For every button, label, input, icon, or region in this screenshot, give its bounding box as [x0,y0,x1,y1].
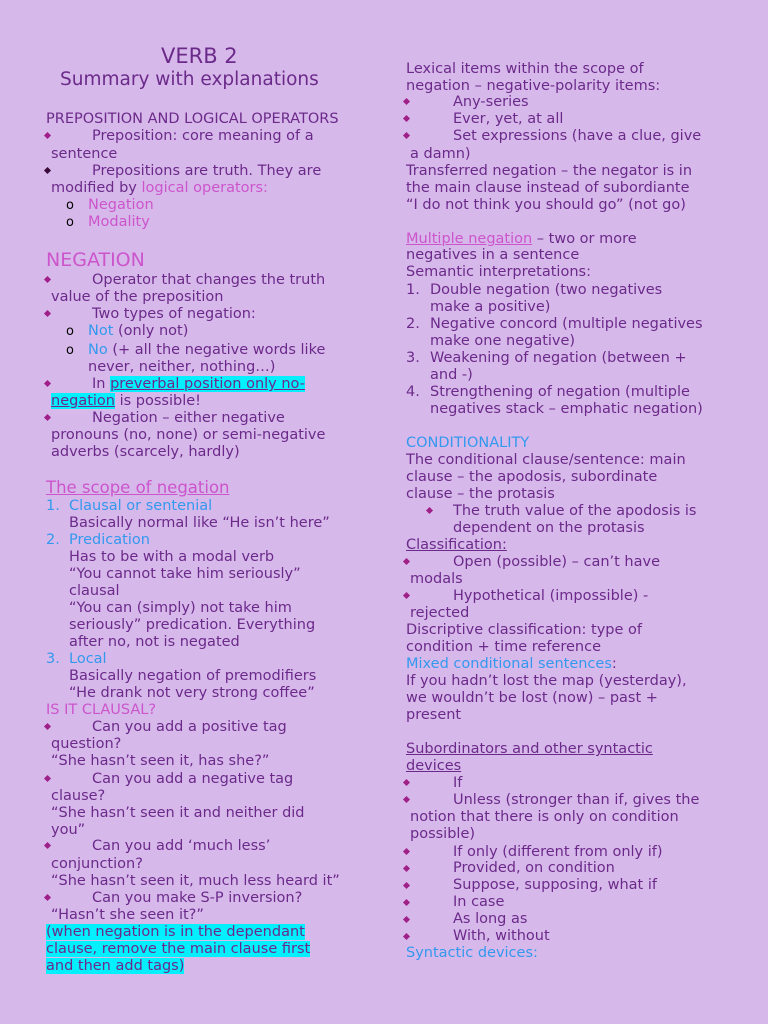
text: In [92,376,111,392]
bullet-icon [44,723,51,730]
paragraph-line: the main clause instead of subordiante [406,180,690,196]
numbered-item: Double negation (two negatives [430,282,663,298]
list-item-cont: “Hasn’t she seen it?” [51,907,204,923]
list-item: If only (different from only if) [453,844,663,860]
bullet-icon [403,115,410,122]
list-item: If [453,775,463,791]
list-number: 2. [406,316,420,332]
section-heading-negation: NEGATION [46,249,145,271]
list-item: Prepositions are truth. They are [92,163,322,179]
hollow-bullet-icon: o [66,215,74,230]
numbered-item: Predication [69,532,150,548]
paragraph-line: Discriptive classification: type of [406,622,643,638]
paragraph-line [406,656,617,673]
bullet-icon [44,414,51,421]
sub-item-negation: Negation [88,197,154,213]
list-item: As long as [453,911,528,927]
numbered-item-cont: and -) [430,367,473,383]
highlighted-text: preverbal position only no- [110,376,305,392]
highlighted-text: and then add tags) [46,958,185,974]
numbered-item: Local [69,651,107,667]
numbered-item-cont: Has to be with a modal verb [69,549,275,565]
sub-item [88,342,325,359]
text: modified by [51,180,142,196]
highlighted-text: clause, remove the main clause first [46,941,311,957]
hollow-bullet-icon: o [66,198,74,213]
text: : [611,656,617,672]
bullet-icon [403,848,410,855]
text: (+ all the negative words like [107,342,326,358]
paragraph-line: negatives in a sentence [406,247,580,263]
subordinators-heading: Subordinators and other syntactic [406,741,653,757]
list-item: Negation – either negative [92,410,285,426]
list-item: Any-series [453,94,529,110]
list-item [92,376,305,393]
numbered-item-cont: clausal [69,583,120,599]
mixed-conditional-text: Mixed conditional sentences [406,656,612,672]
bullet-icon [403,865,410,872]
list-number: 2. [46,532,60,548]
list-number: 1. [406,282,420,298]
numbered-item-cont: “You can (simply) not take him [69,600,292,616]
hollow-bullet-icon: o [66,343,74,358]
numbered-item-cont: “He drank not very strong coffee” [69,685,315,701]
list-item: Can you add a negative tag [92,771,294,787]
bullet-icon [403,132,410,139]
bullet-icon [403,779,410,786]
paragraph-line: Lexical items within the scope of [406,61,644,77]
numbered-item-cont: make a positive) [430,299,551,315]
paragraph-line: clause – the apodosis, subordinate [406,469,658,485]
list-item-cont: pronouns (no, none) or semi-negative [51,427,326,443]
bullet-icon [44,842,51,849]
list-item-cont: you” [51,822,86,838]
list-item: Can you make S-P inversion? [92,890,303,906]
multiple-negation-text: Multiple negation [406,231,533,247]
numbered-item-cont: “You cannot take him seriously” [69,566,301,582]
list-item: Can you add a positive tag [92,719,287,735]
numbered-item-cont: after no, not is negated [69,634,240,650]
list-item: In case [453,894,505,910]
bullet-icon [403,558,410,565]
clausal-heading: IS IT CLAUSAL? [46,702,157,718]
section-heading-preposition: PREPOSITION AND LOGICAL OPERATORS [46,111,339,127]
list-item: Hypothetical (impossible) - [453,588,649,604]
paragraph-line: clause – the protasis [406,486,555,502]
numbered-item: Strengthening of negation (multiple [430,384,690,400]
sub-item-cont: never, neither, nothing…) [88,359,276,375]
numbered-item-cont: Basically normal like “He isn’t here” [69,515,330,531]
paragraph-line: we wouldn’t be lost (now) – past + [406,690,658,706]
list-item: Can you add ‘much less’ [92,838,271,854]
list-item-cont: a damn) [410,146,471,162]
list-item: Ever, yet, at all [453,111,564,127]
list-item-cont: “She hasn’t seen it, much less heard it” [51,873,340,889]
bullet-icon [403,899,410,906]
list-item: Provided, on condition [453,860,615,876]
list-item-cont: notion that there is only on condition [410,809,679,825]
numbered-item-cont: make one negative) [430,333,576,349]
text: (only not) [113,323,189,339]
bullet-icon [403,98,410,105]
hollow-bullet-icon: o [66,324,74,339]
list-number: 1. [46,498,60,514]
bullet-icon [403,933,410,940]
bullet-icon [403,882,410,889]
note-line [46,941,310,958]
list-item-cont: dependent on the protasis [453,520,645,536]
paragraph-line: condition + time reference [406,639,602,655]
list-item-cont: sentence [51,146,118,162]
highlighted-text: (when negation is in the dependant [46,924,305,940]
list-item-cont [51,180,268,197]
conditionality-heading: CONDITIONALITY [406,435,530,451]
list-item-cont [51,393,201,410]
bullet-icon [44,276,51,283]
page-subtitle: Summary with explanations [60,69,319,90]
sub-item-modality: Modality [88,214,150,230]
bullet-icon [44,132,51,139]
logical-operators-text: logical operators: [141,180,268,196]
list-number: 3. [406,350,420,366]
note-line [46,958,184,975]
note-line [46,924,305,941]
paragraph-line: The conditional clause/sentence: main [406,452,686,468]
bullet-icon [44,380,51,387]
list-item: With, without [453,928,550,944]
list-item: Preposition: core meaning of a [92,128,314,144]
syntactic-devices-heading: Syntactic devices: [406,945,538,961]
highlighted-text: negation [51,393,115,409]
numbered-item: Clausal or sentenial [69,498,213,514]
subordinators-heading-cont: devices [406,758,462,774]
list-item-cont: adverbs (scarcely, hardly) [51,444,240,460]
paragraph-line: Semantic interpretations: [406,264,591,280]
bullet-icon [44,775,51,782]
numbered-item-cont: Basically negation of premodifiers [69,668,317,684]
bullet-icon [44,310,51,317]
paragraph-line: negation – negative-polarity items: [406,78,661,94]
bullet-icon [403,916,410,923]
paragraph-line: Transferred negation – the negator is in [406,163,693,179]
list-item-cont: rejected [410,605,470,621]
list-item-cont: possible) [410,826,476,842]
numbered-item: Weakening of negation (between + [430,350,687,366]
list-item: Set expressions (have a clue, give [453,128,702,144]
bullet-icon [44,894,51,901]
list-number: 3. [46,651,60,667]
list-item-cont: “She hasn’t seen it and neither did [51,805,305,821]
text: Not [88,323,114,339]
text: No [88,342,108,358]
list-item: The truth value of the apodosis is [453,503,697,519]
numbered-item: Negative concord (multiple negatives [430,316,703,332]
list-item-cont: question? [51,736,122,752]
list-item: Unless (stronger than if, gives the [453,792,700,808]
page-title: VERB 2 [161,44,238,68]
list-item: Suppose, supposing, what if [453,877,657,893]
list-item-cont: value of the preposition [51,289,224,305]
numbered-item-cont: negatives stack – emphatic negation) [430,401,703,417]
numbered-item-cont: seriously” predication. Everything [69,617,316,633]
paragraph-line: present [406,707,462,723]
bullet-icon [44,167,51,174]
sub-item [88,323,188,340]
bullet-icon [403,796,410,803]
list-item-cont: “She hasn’t seen it, has she?” [51,753,270,769]
scope-heading: The scope of negation [46,478,230,497]
paragraph-line: If you hadn’t lost the map (yesterday), [406,673,687,689]
bullet-icon [403,592,410,599]
list-item: Operator that changes the truth [92,272,326,288]
text: is possible! [114,393,201,409]
paragraph-line [406,231,637,248]
list-item-cont: conjunction? [51,856,143,872]
classification-heading: Classification: [406,537,507,553]
list-item: Open (possible) – can’t have [453,554,661,570]
paragraph-line: “I do not think you should go” (not go) [406,197,686,213]
list-item-cont: clause? [51,788,106,804]
list-item-cont: modals [410,571,463,587]
text: – two or more [532,231,637,247]
list-item: Two types of negation: [92,306,256,322]
list-number: 4. [406,384,420,400]
bullet-icon [426,507,433,514]
